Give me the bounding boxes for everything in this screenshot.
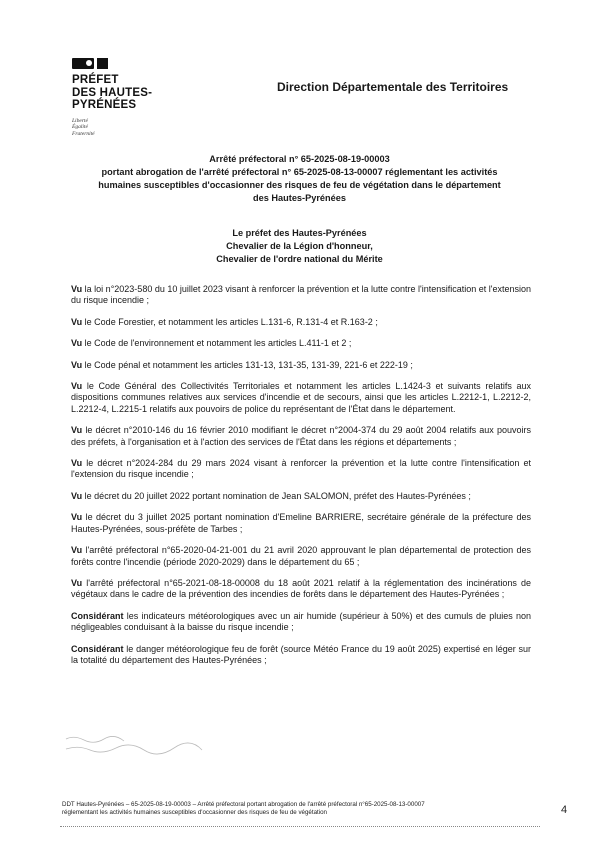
- arrete-number: Arrêté préfectoral n° 65-2025-08-19-00003: [209, 154, 390, 164]
- prefet-line-1: PRÉFET: [72, 74, 119, 86]
- direction-title: Direction Départementale des Territoires: [277, 80, 509, 94]
- title-line: humaines susceptibles d'occasionner des risques de feu de végétation dans le département: [98, 180, 501, 190]
- prefet-line-2: DES HAUTES-: [72, 86, 153, 99]
- marianne-logo-icon: [72, 58, 108, 69]
- page-number: 4: [561, 804, 568, 816]
- page-footer: [62, 801, 532, 816]
- prefet-title-line: Chevalier de l'ordre national du Mérite: [216, 254, 383, 264]
- visas-list: [71, 284, 531, 676]
- footer-line-1: DDT Hautes-Pyrénées – 65-2025-08-19-00003 – Arrêté préfectoral portant abrogation de l'arrêté préfectoral n°65-2025-08-13-00007: [62, 801, 425, 808]
- visa-paragraph: Vu le Code Forestier, et notamment les articles L.131-6, R.131-4 et R.163-2 ;: [71, 316, 378, 327]
- footer-divider: [60, 826, 540, 827]
- visa-paragraph: Vu le Code pénal et notamment les articles 131-13, 131-35, 131-39, 221-6 et 222-19 ;: [71, 359, 413, 370]
- considerant-paragraph: Considérant les indicateurs météorologiques avec un air humide (supérieur à 50%) et des cumuls de pluies non négligeables conduisant à la baisse du risque incendie ;: [71, 610, 531, 633]
- title-line: portant abrogation de l'arrêté préfectoral n° 65-2025-08-13-00007 réglementant les activités: [101, 167, 498, 177]
- prefet-title-line: Le préfet des Hautes-Pyrénées: [232, 228, 367, 238]
- visa-paragraph: Vu le décret n°2024-284 du 29 mars 2024 visant à renforcer la prévention et la lutte contre l'intensification et l'extension du risque incendie ;: [71, 458, 531, 480]
- arrete-title: [62, 153, 537, 205]
- visa-paragraph: Vu le Code Général des Collectivités Territoriales et notamment les articles L.1424-3 et suivants relatifs aux dispositions communes relatives aux services d'incendie et de secours, ainsi que les articles L.2212-1, L.2212-2, L.2212-4, L.2215-1 relatifs aux pouvoirs de police du représentant de l'État dans le département.: [71, 381, 531, 414]
- visa-paragraph: Vu l'arrêté préfectoral n°65-2021-08-18-00008 du 18 août 2021 relatif à la réglementation des incinérations de végétaux dans le cadre de la prévention des incendies de forêts dans le département des Hautes-Pyrénées ;: [71, 577, 531, 600]
- faded-signature-icon: [64, 733, 204, 755]
- devise: Liberté Égalité Fraternité: [72, 117, 95, 137]
- title-line: des Hautes-Pyrénées: [253, 193, 346, 203]
- visa-paragraph: Vu le Code de l'environnement et notamment les articles L.411-1 et 2 ;: [71, 338, 352, 349]
- prefet-titles: [62, 227, 537, 266]
- prefet-logo: [72, 58, 182, 137]
- prefet-line-3: PYRÉNÉES: [72, 99, 137, 111]
- prefet-title-line: Chevalier de la Légion d'honneur,: [226, 241, 373, 251]
- visa-paragraph: Vu le décret n°2010-146 du 16 février 2010 modifiant le décret n°2004-374 du 29 août 2004 relatifs aux pouvoirs des préfets, à l'organisation et à l'action des services de l'État dans les régions et départements ;: [71, 425, 531, 447]
- visa-paragraph: Vu le décret du 3 juillet 2025 portant nomination d'Emeline BARRIERE, secrétaire générale de la préfecture des Hautes-Pyrénées, sous-préfète de Tarbes ;: [71, 512, 531, 534]
- visa-paragraph: Vu la loi n°2023-580 du 10 juillet 2023 visant à renforcer la prévention et la lutte contre l'intensification et l'extension du risque incendie ;: [71, 284, 531, 306]
- footer-line-2: réglementant les activités humaines susceptibles d'occasionner des risques de feu de végétation: [62, 808, 327, 816]
- visa-paragraph: Vu le décret du 20 juillet 2022 portant nomination de Jean SALOMON, préfet des Hautes-Pyrénées ;: [71, 490, 471, 501]
- considerant-paragraph: Considérant le danger météorologique feu de forêt (source Météo France du 19 août 2025) expertisé en léger sur la totalité du département des Hautes-Pyrénées ;: [71, 643, 531, 665]
- visa-paragraph: Vu l'arrêté préfectoral n°65-2020-04-21-001 du 21 avril 2020 approuvant le plan départemental de protection des forêts contre l'incendie (période 2020-2029) dans le département du 65 ;: [71, 545, 531, 567]
